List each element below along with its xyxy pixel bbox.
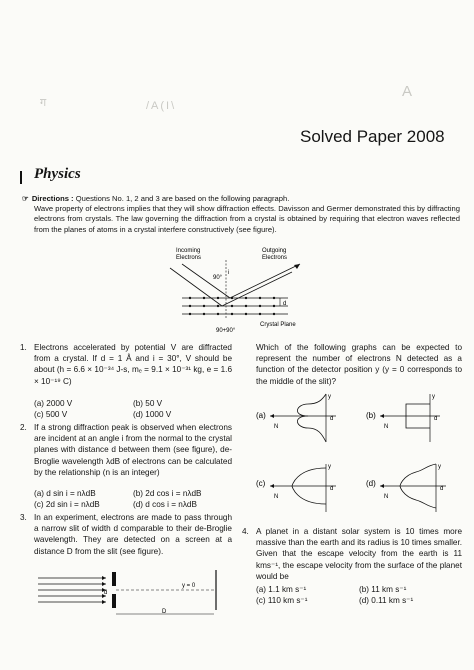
fig3-d-label: d	[104, 590, 108, 596]
q1-text: Electrons accelerated by potential V are diffracted from a crystal. If d = 1 Å and i = 30°, V should be about (h = 6.6 × 10⁻³⁴ J-s, mₑ = 9.1 × 10⁻³¹ kg, e = 1.6 × 10⁻¹⁹ C)	[34, 343, 232, 386]
q4-option-b[interactable]: (b) 11 km s⁻¹	[359, 585, 407, 594]
graph-d-y: y	[438, 464, 441, 470]
graph-a-arrow	[270, 414, 274, 418]
crystal-diffraction-figure	[160, 244, 320, 336]
q2-option-a[interactable]: (a) d sin i = nλdB	[34, 489, 96, 498]
directions-text: Questions No. 1, 2 and 3 are based on the following paragraph.	[75, 194, 290, 203]
graph-d-d: d	[440, 486, 444, 492]
fig1-angle-label: 90°	[213, 275, 223, 281]
section-title: Physics	[34, 166, 81, 182]
graph-b-N: N	[384, 424, 389, 430]
q1-option-b[interactable]: (b) 50 V	[133, 399, 163, 408]
directions-paragraph: Wave property of electrons implies that they will show diffraction effects. Davisson and Germer demonstrated this by diffracting electrons from crystals. The law governing the diffraction from a crystal is obtained by requiring that electron waves reflected from the planes of atoms in a crystal interfere constructively (see figure).	[34, 204, 460, 234]
graph-d-N: N	[384, 494, 389, 500]
graph-c-N: N	[274, 494, 279, 500]
q4-option-d[interactable]: (d) 0.11 km s⁻¹	[359, 596, 414, 606]
graph-a-label: (a)	[256, 411, 266, 420]
fig1-incoming-label: Incoming	[176, 248, 201, 254]
fig1-plane-label: Crystal Plane	[260, 322, 296, 328]
graph-b-y: y	[432, 394, 435, 400]
q2-option-c[interactable]: (c) 2d sin i = nλdB	[34, 500, 100, 510]
section-bar	[20, 171, 22, 184]
outgoing-ray-1	[230, 264, 300, 298]
graph-a-y: y	[328, 394, 331, 400]
q4-option-a[interactable]: (a) 1.1 km s⁻¹	[256, 585, 307, 594]
graph-c[interactable]	[256, 460, 356, 516]
graph-c-label: (c)	[256, 479, 266, 488]
fig1-outgoing-label: Outgoing	[262, 248, 287, 254]
slit-wall-bottom	[112, 594, 116, 608]
q1-option-d[interactable]: (d) 1000 V	[133, 410, 172, 420]
fig1-incoming-label-2: Electrons	[176, 255, 202, 261]
question-3-continued: Which of the following graphs can be expected to represent the number of electrons N detected as a function of the detector position y (y = 0 corresponds to the middle of the slit)?	[256, 343, 462, 386]
q1-number: 1.	[20, 343, 27, 352]
graph-b-d: d	[434, 416, 438, 422]
q4-option-c[interactable]: (c) 110 km s⁻¹	[256, 596, 308, 606]
graph-b[interactable]	[366, 390, 466, 446]
question-2	[20, 422, 232, 478]
question-4	[242, 526, 462, 582]
graph-b-arrow	[380, 414, 384, 418]
question-3	[20, 512, 232, 557]
directions-line	[22, 194, 462, 204]
fig3-y0-label: y = 0	[182, 583, 196, 589]
directions-label: Directions :	[31, 194, 74, 203]
fig1-d-label: d	[283, 301, 287, 307]
q2-option-b[interactable]: (b) 2d cos i = nλdB	[133, 489, 202, 498]
graph-a[interactable]	[256, 390, 356, 446]
ghost-mark-left: ग	[40, 97, 49, 109]
pointing-hand-icon: ☞	[22, 194, 29, 203]
graph-d[interactable]	[366, 460, 466, 516]
graph-b-label: (b)	[366, 411, 376, 420]
q1-option-a[interactable]: (a) 2000 V	[34, 399, 73, 408]
graph-c-y: y	[328, 464, 331, 470]
q2-number: 2.	[20, 423, 27, 432]
question-1	[20, 342, 232, 387]
graph-a-curve	[297, 394, 326, 442]
incoming-ray-1	[182, 264, 230, 298]
outgoing-ray-2	[222, 272, 292, 306]
incoming-beam-arrows	[38, 578, 106, 602]
ghost-mark-mid: /A(I\	[146, 100, 177, 112]
q4-options	[256, 584, 462, 606]
q4-text: A planet in a distant solar system is 10 times more massive than the earth and its radius is 10 times smaller. Given that the escape velocity from the earth is 11 kms⁻¹, the escape velocity from the surface of the planet would be	[256, 527, 462, 581]
fig1-outgoing-label-2: Electrons	[262, 255, 288, 261]
graph-c-arrow	[270, 484, 274, 488]
q1-options	[34, 398, 232, 420]
q4-number: 4.	[242, 527, 249, 536]
q2-option-d[interactable]: (d) d cos i = nλdB	[133, 500, 197, 510]
slit-figure	[34, 570, 230, 618]
fig3-D-label: D	[162, 609, 167, 615]
graph-a-N: N	[274, 424, 279, 430]
graph-a-d: d	[330, 416, 334, 422]
q2-options	[34, 488, 232, 510]
slit-wall-top	[112, 572, 116, 586]
fig1-angle-i: i	[228, 270, 230, 276]
graph-d-label: (d)	[366, 479, 376, 488]
graph-d-arrow	[380, 484, 384, 488]
q3-number: 3.	[20, 513, 27, 522]
paper-title: Solved Paper 2008	[300, 127, 445, 146]
ghost-mark-right: A	[402, 83, 415, 100]
fig1-bottom-label: 90+90°	[216, 328, 236, 334]
q2-text: If a strong diffraction peak is observed when electrons are incident at an angle i from the normal to the crystal planes with distance d between them (see figure), de-Broglie wavelength λdB of electrons can be calculated by the relationship (n is an integer)	[34, 423, 232, 477]
q1-option-c[interactable]: (c) 500 V	[34, 410, 68, 420]
graph-c-d: d	[330, 486, 334, 492]
q3-text: In an experiment, electrons are made to pass through a narrow slit of width d comparable to their de-Broglie wavelength. They are detected on a screen at a distance D from the slit (see figure).	[34, 513, 232, 556]
